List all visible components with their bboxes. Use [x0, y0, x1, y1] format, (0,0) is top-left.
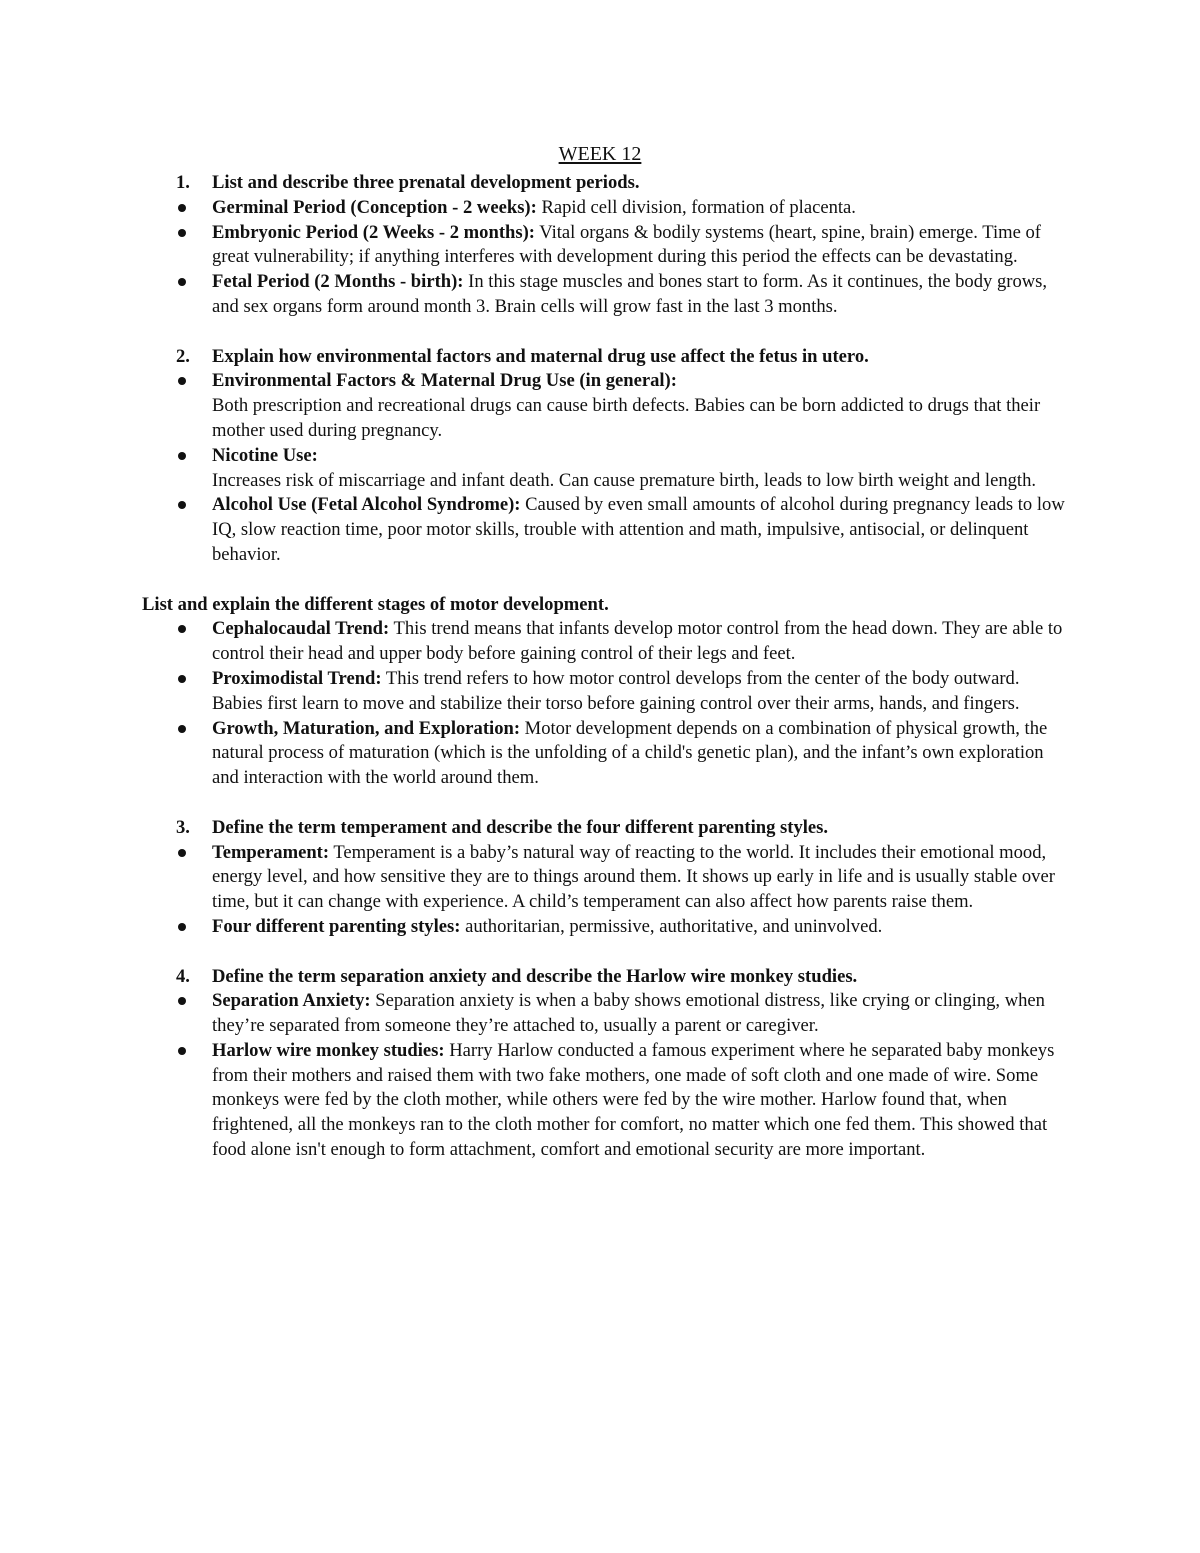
bullet-icon	[178, 725, 186, 733]
question-text: Explain how environmental factors and maternal drug use affect the fetus in utero.	[212, 345, 869, 367]
item-text: Increases risk of miscarriage and infant death. Can cause premature birth, leads to low birth weight and length.	[212, 469, 1037, 491]
question-text: Define the term separation anxiety and describe the Harlow wire monkey studies.	[212, 965, 858, 987]
item-text: Temperament is a baby’s natural way of reacting to the world. It includes their emotional mood, energy level, and how sensitive they are to things around them. It shows up early in life and is usually stable over time, but it can change with experience. A child’s temperament can also affect how parents raise them.	[212, 841, 1055, 913]
list-item	[0, 989, 1200, 1039]
bullet-icon	[178, 229, 186, 237]
list-item	[0, 1039, 1200, 1163]
question-text: Define the term temperament and describe the four different parenting styles.	[212, 816, 829, 838]
item-text: Harry Harlow conducted a famous experiment where he separated baby monkeys from their mothers and raised them with two fake mothers, one made of soft cloth and one made of wire. Some monkeys were fed by the cloth mother, while others were fed by the wire mother. Harlow found that, when frightened, all the monkeys ran to the cloth mother for comfort, no matter which one fed them. This showed that food alone isn't enough to form attachment, comfort and emotional security are more important.	[212, 1039, 1055, 1161]
item-label: Harlow wire monkey studies:	[212, 1039, 445, 1061]
list-item	[0, 717, 1200, 791]
page-title: WEEK 12	[558, 143, 642, 165]
item-text: This trend means that infants develop motor control from the head down. They are able to control their head and upper body before gaining control of their legs and feet.	[212, 618, 1063, 665]
question-4	[0, 965, 1200, 990]
question-number: 2.	[176, 345, 190, 367]
item-label: Nicotine Use:	[212, 444, 318, 466]
question-text: List and describe three prenatal development periods.	[212, 172, 640, 193]
list-item	[0, 444, 1200, 494]
item-label: Proximodistal Trend:	[212, 667, 382, 689]
bullet-icon	[178, 675, 186, 683]
item-text: Motor development depends on a combination of physical growth, the natural process of maturation (which is the unfolding of a child's genetic plan), and the infant’s own exploration and interaction with the world around them.	[212, 717, 1048, 789]
item-label: Growth, Maturation, and Exploration:	[212, 717, 521, 739]
bullet-icon	[178, 377, 186, 385]
item-label: Alcohol Use (Fetal Alcohol Syndrome):	[212, 494, 521, 516]
question-number: 1.	[176, 172, 190, 193]
question-number: 3.	[176, 816, 190, 838]
item-text: This trend refers to how motor control develops from the center of the body outward. Babies first learn to move and stabilize their torso before gaining control over their arms, hands, and fingers.	[212, 667, 1020, 714]
list-item	[0, 667, 1200, 717]
list-item	[0, 493, 1200, 567]
question-2	[0, 345, 1200, 370]
list-item	[0, 270, 1200, 320]
item-label: Germinal Period (Conception - 2 weeks):	[212, 196, 537, 218]
item-label: Separation Anxiety:	[212, 990, 371, 1012]
item-label: Fetal Period (2 Months - birth):	[212, 271, 464, 293]
item-text: Both prescription and recreational drugs can cause birth defects. Babies can be born addicted to drugs that their mother used during pregnancy.	[212, 395, 1041, 441]
section-heading: List and explain the different stages of motor development.	[142, 593, 609, 615]
item-text: Separation anxiety is when a baby shows emotional distress, like crying or clinging, when they’re separated from someone they’re attached to, usually a parent or caregiver.	[212, 990, 1045, 1037]
bullet-icon	[178, 501, 186, 509]
item-label: Embryonic Period (2 Weeks - 2 months):	[212, 221, 535, 243]
item-text: Vital organs & bodily systems (heart, spine, brain) emerge. Time of great vulnerability; if anything interferes with development during this period the effects can be devastating.	[212, 221, 1041, 268]
bullet-icon	[178, 997, 186, 1005]
bullet-icon	[178, 452, 186, 460]
list-item	[0, 841, 1200, 915]
item-text: Rapid cell division, formation of placenta.	[536, 196, 856, 218]
bullet-icon	[178, 625, 186, 633]
bullet-icon	[178, 204, 186, 212]
bullet-icon	[178, 849, 186, 857]
question-3	[0, 816, 1200, 841]
question-1	[0, 171, 1200, 196]
item-label: Four different parenting styles:	[212, 915, 461, 937]
bullet-icon	[178, 1047, 186, 1055]
item-label: Cephalocaudal Trend:	[212, 618, 390, 640]
bullet-icon	[178, 923, 186, 931]
item-text: In this stage muscles and bones start to form. As it continues, the body grows, and sex organs form around month 3. Brain cells will grow fast in the last 3 months.	[212, 271, 1048, 317]
list-item	[0, 369, 1200, 443]
list-item	[0, 221, 1200, 271]
list-item	[0, 915, 1200, 940]
item-text: authoritarian, permissive, authoritative, and uninvolved.	[460, 915, 883, 937]
item-text: Caused by even small amounts of alcohol during pregnancy leads to low IQ, slow reaction time, poor motor skills, trouble with attention and math, impulsive, antisocial, or delinquent behavior.	[212, 494, 1065, 565]
bullet-icon	[178, 278, 186, 286]
document-body	[0, 171, 1200, 1163]
list-item	[0, 196, 1200, 221]
item-label: Environmental Factors & Maternal Drug Use (in general):	[212, 370, 677, 392]
question-number: 4.	[176, 965, 190, 987]
list-item	[0, 617, 1200, 667]
item-label: Temperament:	[212, 841, 330, 863]
